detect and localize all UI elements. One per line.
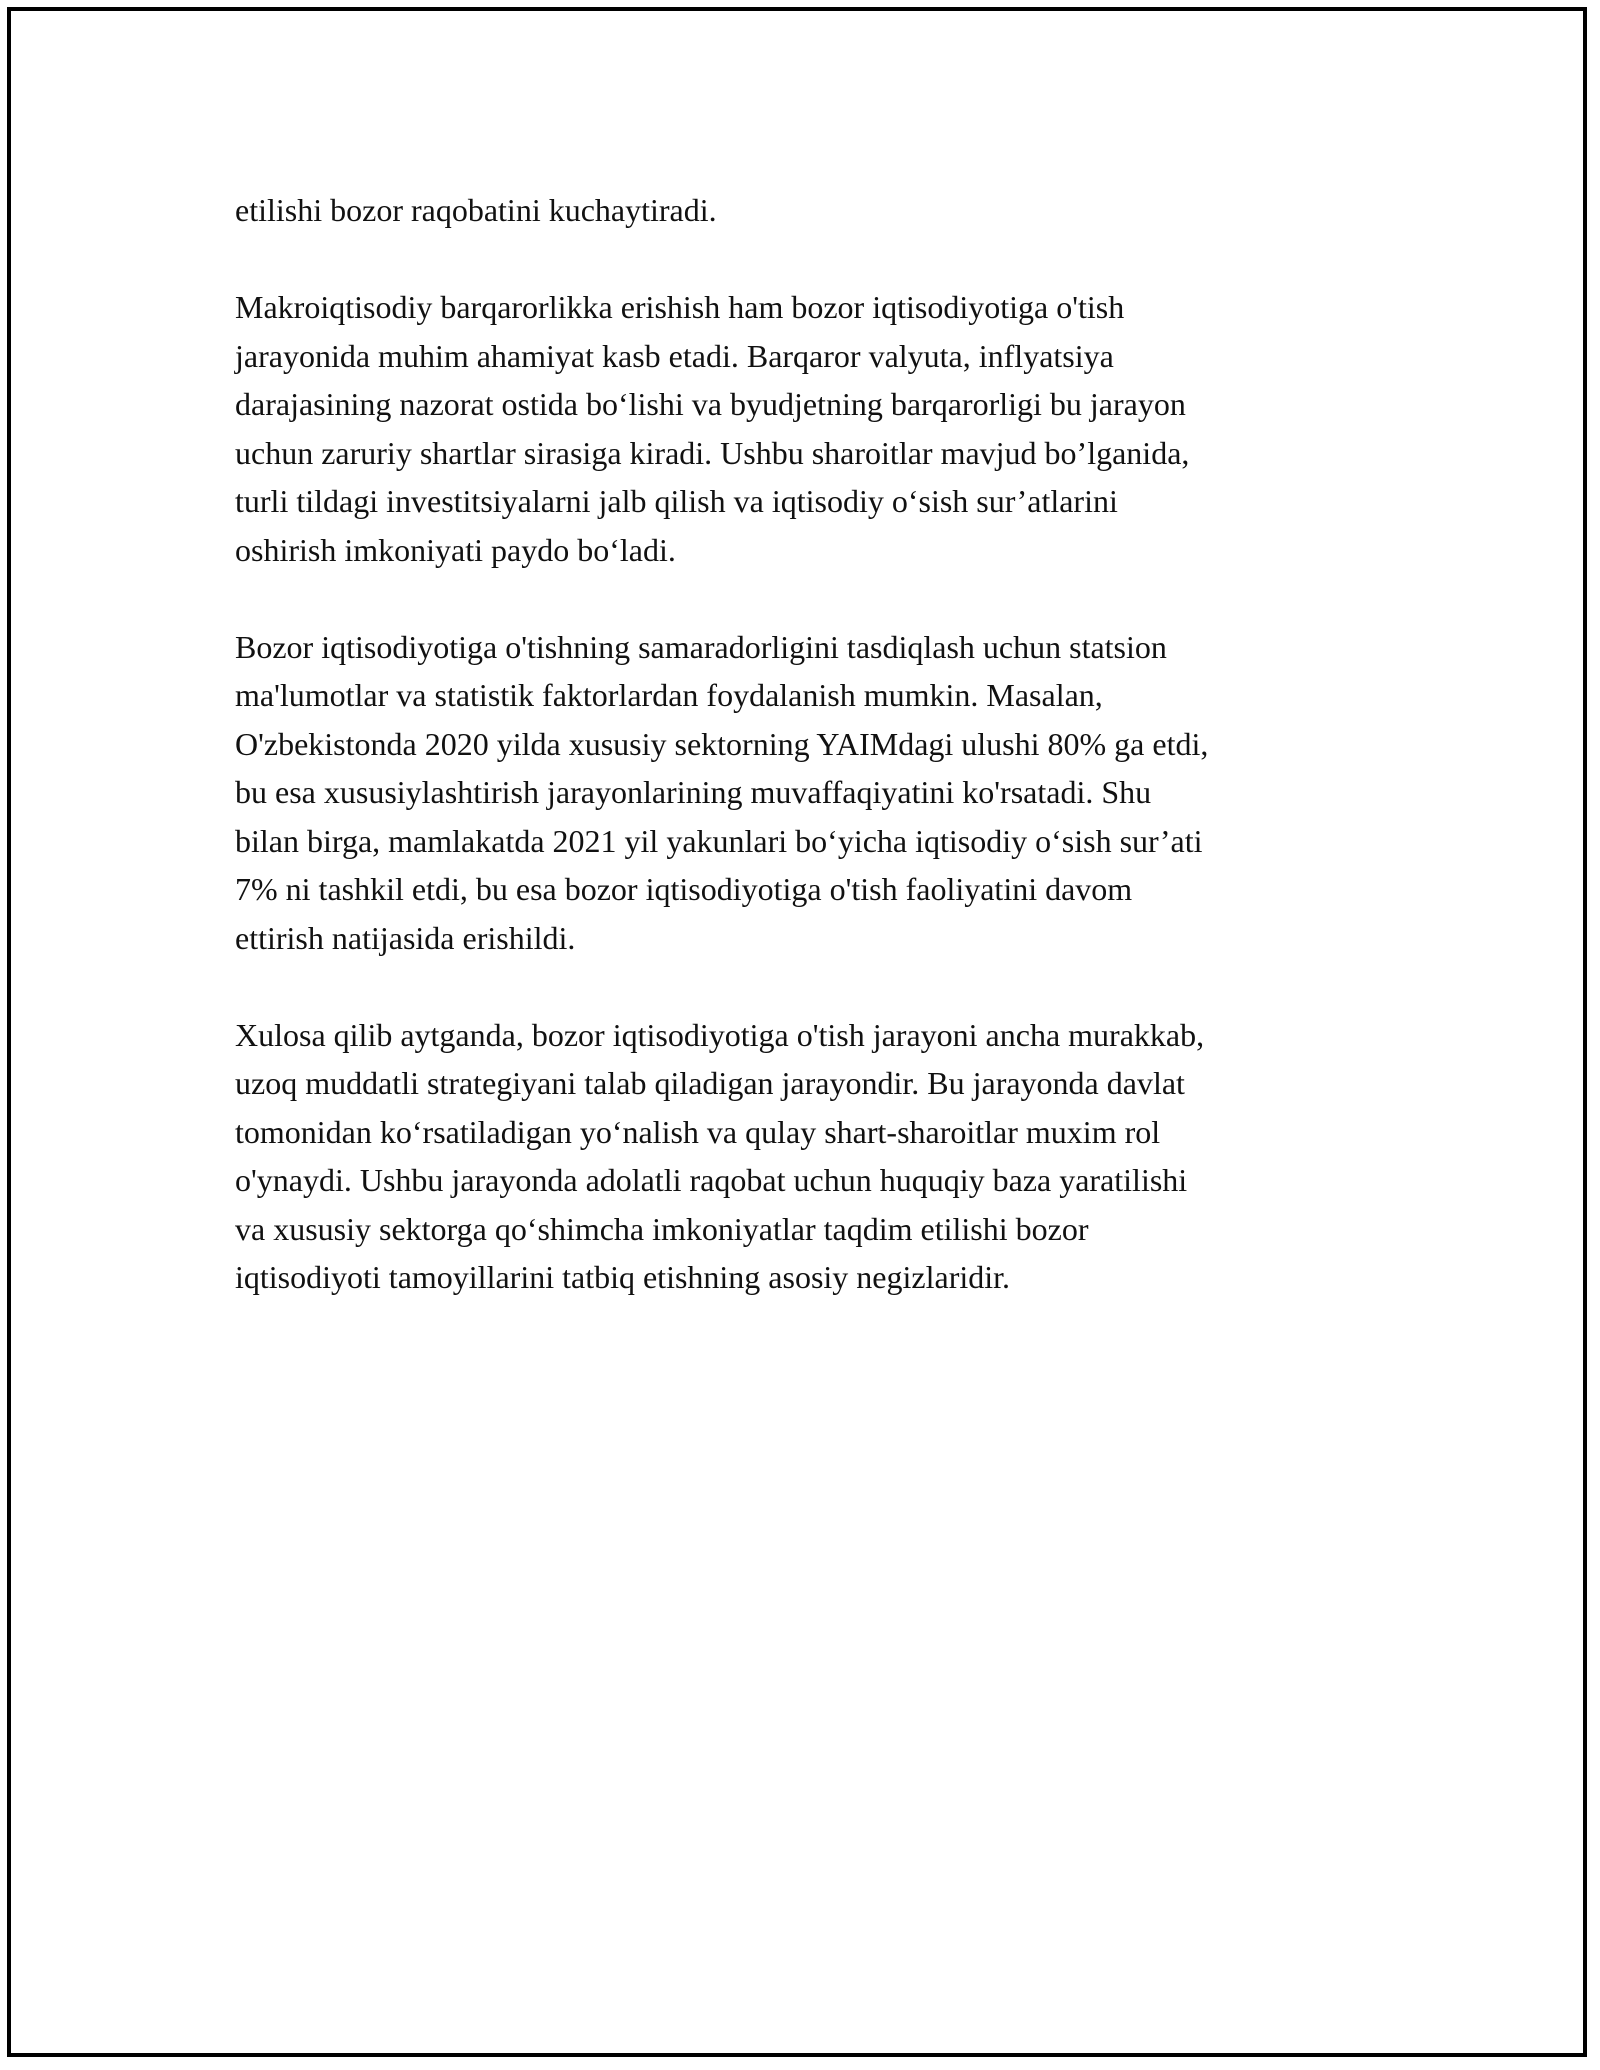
- paragraph-conclusion: Xulosa qilib aytganda, bozor iqtisodiyotiga o'tish jarayoni ancha murakkab, uzoq muddatli strategiyani talab qiladigan jarayondir. Bu jarayonda davlat tomonidan ko‘rsatiladigan yo‘nalish va qulay shart-sharoitlar muxim rol o'ynaydi. Ushbu jarayonda adolatli raqobat uchun huquqiy baza yaratilishi va xususiy sektorga qo‘shimcha imkoniyatlar taqdim etilishi bozor iqtisodiyoti tamoyillarini tatbiq etishning asosiy negizlaridir.: [235, 1016, 1205, 1295]
- document-body: [235, 186, 1395, 1302]
- paragraph-macroeconomic-stability: Makroiqtisodiy barqarorlikka erishish ham bozor iqtisodiyotiga o'tish jarayonida muhim ahamiyat kasb etadi. Barqaror valyuta, inflyatsiya darajasining nazorat ostida bo‘lishi va byudjetning barqarorligi bu jarayon uchun zaruriy shartlar sirasiga kiradi. Ushbu sharoitlar mavjud bo’lganida, turli tildagi investitsiyalarni jalb qilish va iqtisodiy o‘sish sur’atlarini oshirish imkoniyati paydo bo‘ladi.: [235, 289, 1190, 568]
- paragraph-efficiency-statistics: Bozor iqtisodiyotiga o'tishning samaradorligini tasdiqlash uchun statsion ma'lumotlar va statistik faktorlardan foydalanish mumkin. Masalan, O'zbekistonda 2020 yilda xususiy sektorning YAIMdagi ulushi 80% ga etdi, bu esa xususiylashtirish jarayonlarining muvaffaqiyatini ko'rsatadi. Shu bilan birga, mamlakatda 2021 yil yakunlari bo‘yicha iqtisodiy o‘sish sur’ati 7% ni tashkil etdi, bu esa bozor iqtisodiyotiga o'tish faoliyatini davom ettirish natijasida erishildi.: [235, 628, 1209, 956]
- paragraph-continuation: etilishi bozor raqobatini kuchaytiradi.: [235, 192, 717, 228]
